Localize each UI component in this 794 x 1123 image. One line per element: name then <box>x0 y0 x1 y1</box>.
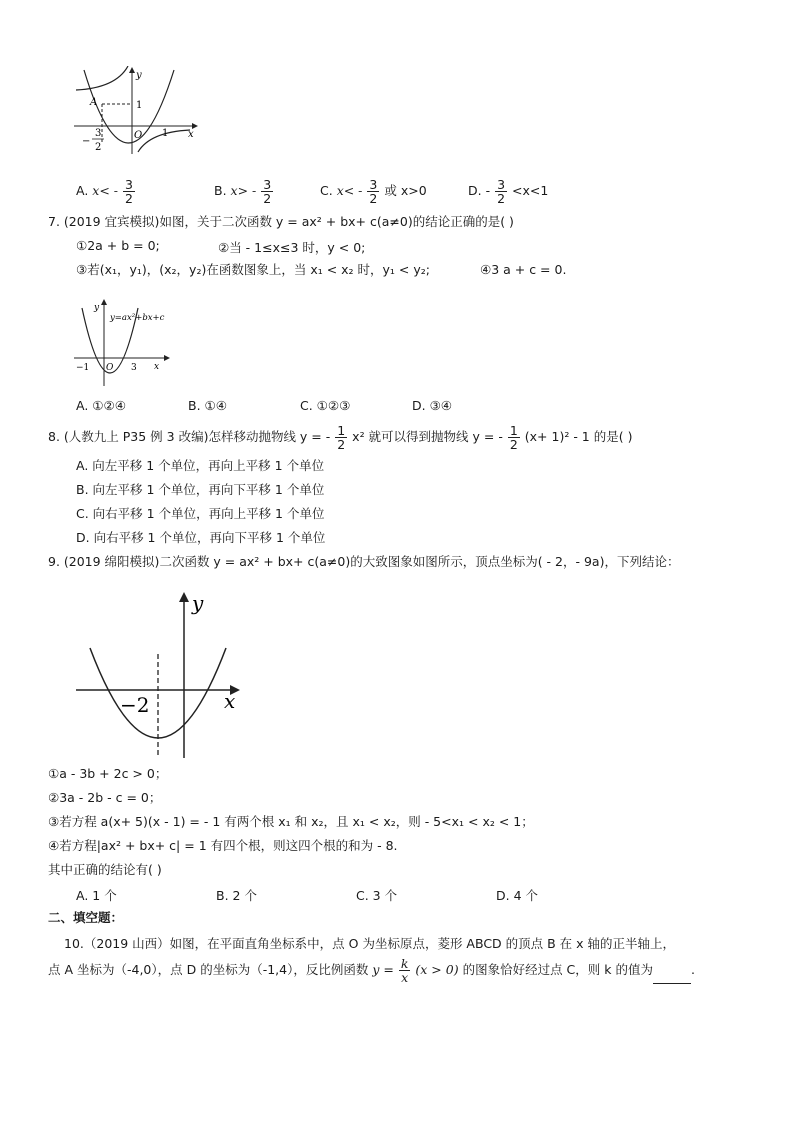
q6-option-d[interactable]: D. - $\frac{3}{2}$ <x<1 <box>468 177 549 206</box>
q7-label-eq: y=ax²+bx+c <box>110 313 165 323</box>
fraction: $\frac{3}{2}$ <box>125 177 133 206</box>
q9-label-x: x <box>224 689 236 713</box>
q6-label-frac-num: 3 <box>95 128 102 139</box>
q9-statement-4: ④若方程|ax² + bx+ c| = 1 有四个根，则这四个根的和为 - 8. <box>48 838 398 853</box>
q7-statement-2: ②当 - 1≤x≤3 时，y < 0; <box>218 240 366 255</box>
q7-label-m1: −1 <box>76 363 90 373</box>
q6-label-frac-den: 2 <box>95 142 102 153</box>
q7-stem: 7. (2019 宜宾模拟)如图，关于二次函数 y = ax² + bx+ c(a≠0)的结论正确的是( ) <box>48 214 514 229</box>
fraction: $\frac{3}{2}$ <box>263 177 272 206</box>
q9-question: 其中正确的结论有( ) <box>48 862 162 877</box>
q9-label-y: y <box>192 591 204 615</box>
q8-option-c[interactable]: C. 向右平移 1 个单位，再向上平移 1 个单位 <box>76 506 325 521</box>
q6-label-neg: − <box>82 136 91 147</box>
q8-option-b[interactable]: B. 向左平移 1 个单位，再向下平移 1 个单位 <box>76 482 325 497</box>
q7-statement-3: ③若(x₁，y₁)，(x₂，y₂)在函数图象上，当 x₁ < x₂ 时，y₁ < y₂; <box>76 262 430 277</box>
q7-graph <box>72 298 182 388</box>
q6-option-a[interactable]: A. x< - $\frac{3}{2}$ <box>76 177 133 206</box>
q9-option-b[interactable]: B. 2 个 <box>216 888 257 903</box>
q9-y-arrow <box>179 592 189 602</box>
q6-label-x: x <box>188 129 194 140</box>
q7-y-arrow <box>101 299 107 305</box>
q10-line-1: 10.（2019 山西）如图，在平面直角坐标系中，点 O 为坐标原点，菱形 ABCD 的顶点 B 在 x 轴的正半轴上， <box>64 936 676 951</box>
q9-option-c[interactable]: C. 3 个 <box>356 888 398 903</box>
q7-option-a[interactable]: A. ①②④ <box>76 398 126 413</box>
fraction: $\frac{1}{2}$ <box>509 423 518 452</box>
fraction: $\frac{3}{2}$ <box>497 177 506 206</box>
q9-statement-2: ②3a - 2b - c = 0； <box>48 790 162 805</box>
q7-label-O: O <box>106 363 114 373</box>
q6-label-one-y: 1 <box>136 100 143 111</box>
q6-label-one-x: 1 <box>162 128 169 139</box>
q9-option-d[interactable]: D. 4 个 <box>496 888 538 903</box>
fraction: $\frac{1}{2}$ <box>337 423 346 452</box>
q6-label-y: y <box>136 70 142 81</box>
q7-statement-4: ④3 a + c = 0. <box>480 262 567 277</box>
q9-parabola <box>90 648 226 738</box>
q9-statement-1: ①a - 3b + 2c > 0； <box>48 766 168 781</box>
q9-stem: 9. (2019 绵阳模拟)二次函数 y = ax² + bx+ c(a≠0)的大致图象如图所示，顶点坐标为( - 2，- 9a)，下列结论： <box>48 554 680 569</box>
q6-option-b[interactable]: B. x> - $\frac{3}{2}$ <box>214 177 272 206</box>
q7-statement-1: ①2a + b = 0; <box>76 238 160 253</box>
q9-label-m2: −2 <box>120 693 150 717</box>
q6-option-c[interactable]: C. x< - $\frac{3}{2}$ 或 x>0 <box>320 177 427 206</box>
q8-option-d[interactable]: D. 向右平移 1 个单位，再向下平移 1 个单位 <box>76 530 326 545</box>
fraction: $\frac{3}{2}$ <box>369 177 378 206</box>
q7-x-arrow <box>164 355 170 361</box>
section-title-fill-in: 二、填空题： <box>48 910 124 925</box>
q7-label-x: x <box>154 362 160 372</box>
q6-hyperbola-left <box>76 66 128 90</box>
q7-option-d[interactable]: D. ③④ <box>412 398 452 413</box>
q6-label-O: O <box>134 130 143 141</box>
q9-statement-3: ③若方程 a(x+ 5)(x - 1) = - 1 有两个根 x₁ 和 x₂，且 x₁ < x₂，则 - 5<x₁ < x₂ < 1； <box>48 814 534 829</box>
q7-label-y: y <box>94 303 100 313</box>
q10-line-2: 点 A 坐标为（-4,0），点 D 的坐标为（-1,4），反比例函数 y = $\frac{k}{x}$ (x > 0) 的图象恰好经过点 C，则 k 的值为 . <box>48 956 695 985</box>
q7-option-b[interactable]: B. ①④ <box>188 398 227 413</box>
q6-y-arrow <box>129 67 135 73</box>
q8-option-a[interactable]: A. 向左平移 1 个单位，再向上平移 1 个单位 <box>76 458 325 473</box>
q8-stem: 8. (人教九上 P35 例 3 改编)怎样移动抛物线 y = - $\frac{1}{2}$ x² 就可以得到抛物线 y = - $\frac{1}{2}$ (x+ 1)² - 1 的是( ) <box>48 423 633 452</box>
fraction: $\frac{k}{x}$ <box>400 956 409 985</box>
q6-label-A: A <box>90 97 98 108</box>
q7-label-3: 3 <box>131 363 137 373</box>
q7-option-c[interactable]: C. ①②③ <box>300 398 351 413</box>
q6-graph <box>70 66 200 156</box>
q9-graph <box>72 588 252 760</box>
q10-answer-blank[interactable] <box>653 971 691 984</box>
q9-option-a[interactable]: A. 1 个 <box>76 888 117 903</box>
